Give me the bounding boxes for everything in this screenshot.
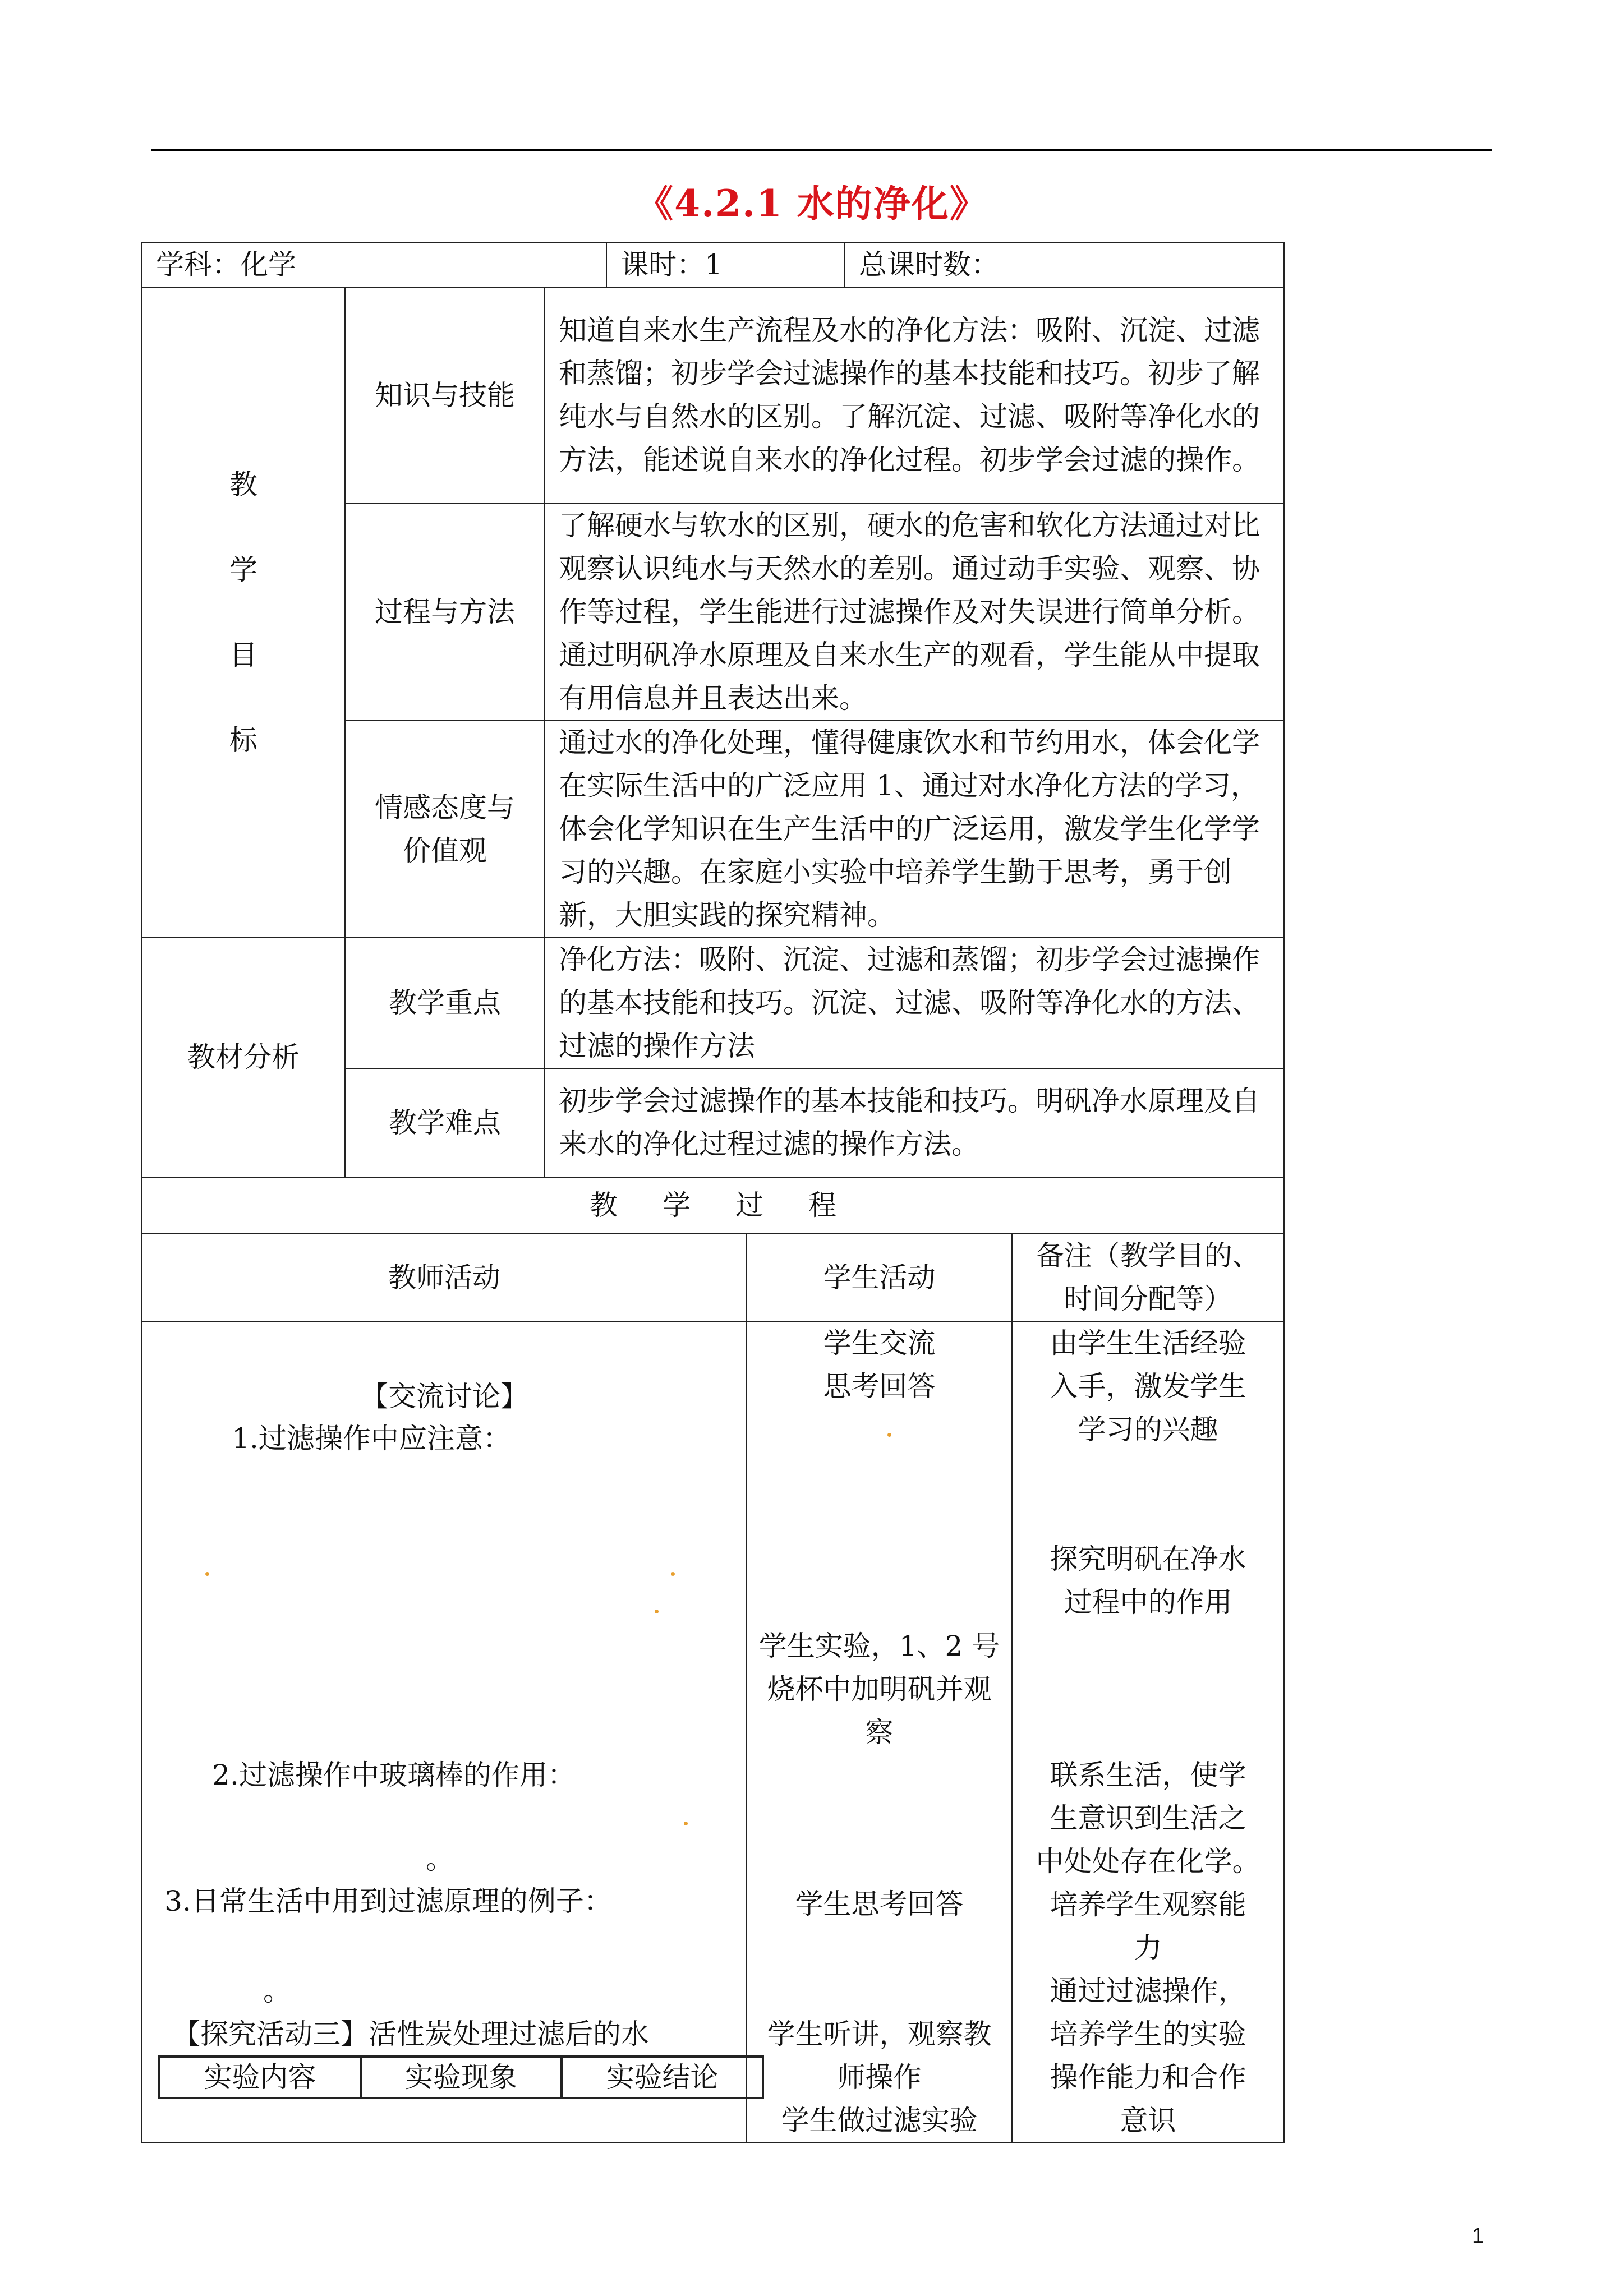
question-3: 3.日常生活中用到过滤原理的例子： bbox=[164, 1885, 612, 1917]
student-note: 思考回答 bbox=[823, 1370, 936, 1403]
student-note: 学生实验，1、2 号 bbox=[758, 1630, 1000, 1662]
process-section-row bbox=[142, 1177, 1284, 1234]
note-line: 过程中的作用 bbox=[1064, 1586, 1232, 1619]
student-activity-header: 学生活动 bbox=[747, 1234, 1012, 1321]
knowledge-label: 知识与技能 bbox=[345, 287, 545, 504]
note-line: 入手，激发学生 bbox=[1050, 1370, 1246, 1403]
note-line: 联系生活，使学 bbox=[1050, 1759, 1246, 1791]
note-line: 由学生生活经验 bbox=[1050, 1327, 1246, 1359]
student-note: 学生做过滤实验 bbox=[781, 2104, 978, 2137]
stray-dot bbox=[671, 1572, 675, 1576]
end-mark-2: 。 bbox=[263, 1975, 291, 2007]
knowledge-text: 知道自来水生产流程及水的净化方法：吸附、沉淀、过滤和蒸馏；初步学会过滤操作的基本技能和技巧。初步了解纯水与自然水的区别。了解沉淀、过滤、吸附等净化水的方法，能述说自来水的净化过程。初步学会过滤的操作。 bbox=[545, 287, 1284, 504]
student-note: 学生听讲，观察教 bbox=[767, 2018, 992, 2050]
note-line: 培养学生的实验 bbox=[1050, 2018, 1246, 2050]
process-header-row bbox=[142, 1234, 1284, 1321]
header-rule bbox=[151, 149, 1492, 151]
objective-knowledge-row bbox=[142, 287, 1284, 504]
stray-dot bbox=[205, 1572, 209, 1576]
student-note: 烧杯中加明矾并观 bbox=[767, 1673, 992, 1705]
process-label: 过程与方法 bbox=[345, 504, 545, 721]
emotion-text: 通过水的净化处理，懂得健康饮水和节约用水，体会化学在实际生活中的广泛应用 1、通过对水净化方法的学习，体会化学知识在生产生活中的广泛运用，激发学生化学学习的兴趣。在家庭小实验中培养学生勤于思考，勇于创新，大胆实践的探究精神。 bbox=[545, 721, 1284, 938]
activity-3-heading: 【探究活动三】活性炭处理过滤后的水 bbox=[172, 2018, 649, 2050]
note-line: 意识 bbox=[1120, 2104, 1176, 2137]
question-1: 1.过滤操作中应注意： bbox=[232, 1422, 511, 1455]
student-note: 师操作 bbox=[837, 2061, 922, 2094]
difficulties-text: 初步学会过滤操作的基本技能和技巧。明矾净水原理及自来水的净化过程过滤的操作方法。 bbox=[545, 1068, 1284, 1177]
note-line: 通过过滤操作， bbox=[1050, 1975, 1246, 2007]
page-number: 1 bbox=[1472, 2224, 1484, 2248]
difficulties-label: 教学难点 bbox=[345, 1068, 545, 1177]
subject-cell: 学科：化学 bbox=[142, 243, 606, 287]
teacher-activity-cell bbox=[142, 1321, 747, 2142]
exp-header-conclusion: 实验结论 bbox=[562, 2057, 763, 2098]
end-mark-1: 。 bbox=[426, 1843, 454, 1875]
analysis-key-row bbox=[142, 938, 1284, 1068]
page-title: 《4.2.1 水的净化》 bbox=[636, 182, 988, 225]
total-periods-cell: 总课时数： bbox=[845, 243, 1284, 287]
student-note: 学生交流 bbox=[823, 1327, 936, 1359]
stray-dot bbox=[887, 1433, 891, 1437]
process-body-row bbox=[142, 1321, 1284, 2142]
stray-dot bbox=[684, 1822, 688, 1825]
student-activity-cell bbox=[747, 1321, 1012, 2142]
experiment-table bbox=[158, 2055, 764, 2099]
note-line: 学习的兴趣 bbox=[1078, 1413, 1218, 1446]
note-line: 探究明矾在净水 bbox=[1050, 1543, 1246, 1575]
teacher-activity-header: 教师活动 bbox=[142, 1234, 747, 1321]
note-line: 生意识到生活之 bbox=[1050, 1802, 1246, 1834]
key-points-label: 教学重点 bbox=[345, 938, 545, 1068]
note-line: 培养学生观察能 bbox=[1050, 1888, 1246, 1921]
info-row bbox=[142, 243, 1284, 287]
note-line: 力 bbox=[1134, 1931, 1162, 1964]
discussion-heading: 【交流讨论】 bbox=[360, 1380, 528, 1413]
stray-dot bbox=[655, 1610, 659, 1613]
notes-header: 备注（教学目的、 时间分配等） bbox=[1012, 1234, 1284, 1321]
student-note: 学生思考回答 bbox=[795, 1888, 964, 1920]
period-cell: 课时：1 bbox=[606, 243, 845, 287]
question-2: 2.过滤操作中玻璃棒的作用： bbox=[212, 1759, 576, 1791]
student-note: 察 bbox=[865, 1716, 894, 1749]
emotion-label: 情感态度与 价值观 bbox=[345, 721, 545, 938]
note-line: 中处处存在化学。 bbox=[1036, 1845, 1260, 1878]
objectives-label: 教 学 目 标 bbox=[142, 287, 345, 938]
notes-cell bbox=[1012, 1321, 1284, 2142]
exp-header-phenomenon: 实验现象 bbox=[361, 2057, 562, 2098]
note-line: 操作能力和合作 bbox=[1050, 2061, 1246, 2094]
lesson-plan-table bbox=[141, 242, 1285, 2143]
process-section-heading: 教 学 过 程 bbox=[142, 1177, 1284, 1234]
process-text: 了解硬水与软水的区别，硬水的危害和软化方法通过对比观察认识纯水与天然水的差别。通过动手实验、观察、协作等过程，学生能进行过滤操作及对失误进行简单分析。通过明矾净水原理及自来水生产的观看，学生能从中提取有用信息并且表达出来。 bbox=[545, 504, 1284, 721]
exp-header-content: 实验内容 bbox=[159, 2057, 361, 2098]
analysis-label: 教材分析 bbox=[142, 938, 345, 1177]
key-points-text: 净化方法：吸附、沉淀、过滤和蒸馏；初步学会过滤操作的基本技能和技巧。沉淀、过滤、吸附等净化水的方法、过滤的操作方法 bbox=[545, 938, 1284, 1068]
